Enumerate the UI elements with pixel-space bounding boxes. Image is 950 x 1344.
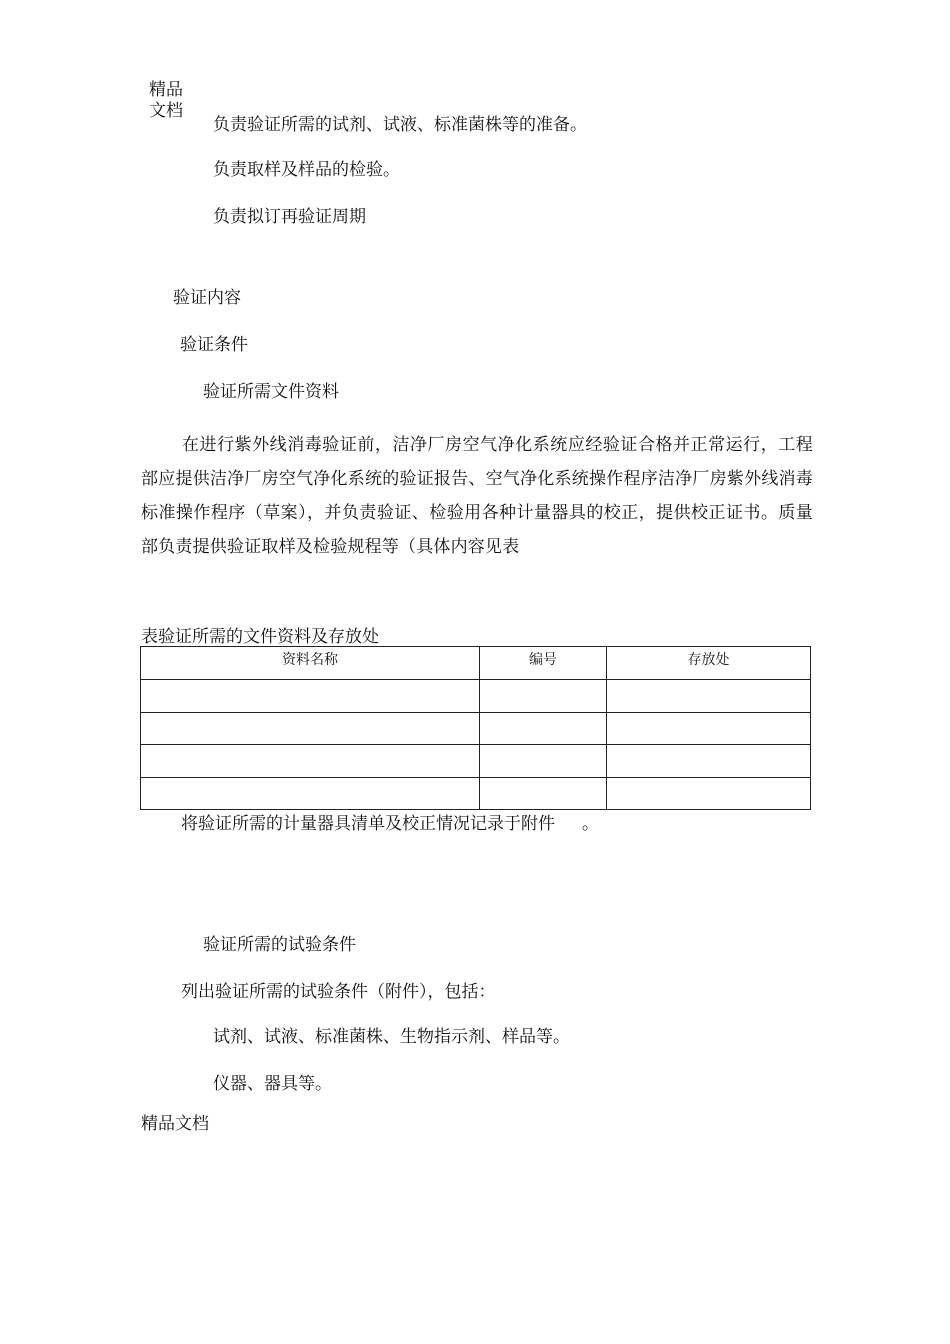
test-conditions-intro: 列出验证所需的试验条件（附件），包括： — [181, 982, 496, 1002]
table-cell — [480, 777, 607, 809]
table-cell — [480, 712, 607, 744]
documents-table — [140, 646, 811, 810]
table-cell — [141, 712, 480, 744]
table-row — [141, 745, 811, 777]
table-cell — [141, 680, 480, 712]
table-cell — [141, 745, 480, 777]
table-header-row — [141, 647, 811, 680]
column-header-name: 资料名称 — [141, 647, 480, 680]
table-row — [141, 777, 811, 809]
test-condition-item: 试剂、试液、标准菌株、生物指示剂、样品等。 — [213, 1027, 570, 1047]
test-condition-item: 仪器、器具等。 — [213, 1074, 332, 1094]
table-row — [141, 712, 811, 744]
table-caption: 表验证所需的文件资料及存放处 — [141, 627, 379, 647]
section-heading-test-conditions: 验证所需的试验条件 — [203, 935, 356, 955]
footer-watermark: 精品文档 — [141, 1114, 209, 1134]
table-cell — [480, 680, 607, 712]
section-heading-conditions: 验证条件 — [180, 335, 248, 355]
column-header-number: 编号 — [480, 647, 607, 680]
table-cell — [607, 745, 811, 777]
responsibility-item: 负责验证所需的试剂、试液、标准菌株等的准备。 — [213, 115, 587, 135]
section-heading-documents: 验证所需文件资料 — [203, 382, 339, 402]
table-row — [141, 680, 811, 712]
column-header-location: 存放处 — [607, 647, 811, 680]
responsibility-item: 负责取样及样品的检验。 — [213, 160, 400, 180]
table-cell — [141, 777, 480, 809]
header-watermark: 精品文档 — [149, 80, 183, 121]
table-cell — [607, 777, 811, 809]
section-heading-content: 验证内容 — [173, 288, 241, 308]
body-paragraph: 在进行紫外线消毒验证前，洁净厂房空气净化系统应经验证合格并正常运行，工程部应提供洁净厂房空气净化系统的验证报告、空气净化系统操作程序洁净厂房紫外线消毒标准操作程序（草案），并负责验证、检验用各种计量器具的校正，提供校正证书。质量部负责提供验证取样及检验规程等（具体内容见表 — [141, 435, 813, 557]
responsibility-item: 负责拟订再验证周期 — [213, 207, 366, 227]
after-table-note: 将验证所需的计量器具清单及校正情况记录于附件 。 — [181, 814, 600, 834]
table-cell — [480, 745, 607, 777]
table-cell — [607, 680, 811, 712]
table-cell — [607, 712, 811, 744]
